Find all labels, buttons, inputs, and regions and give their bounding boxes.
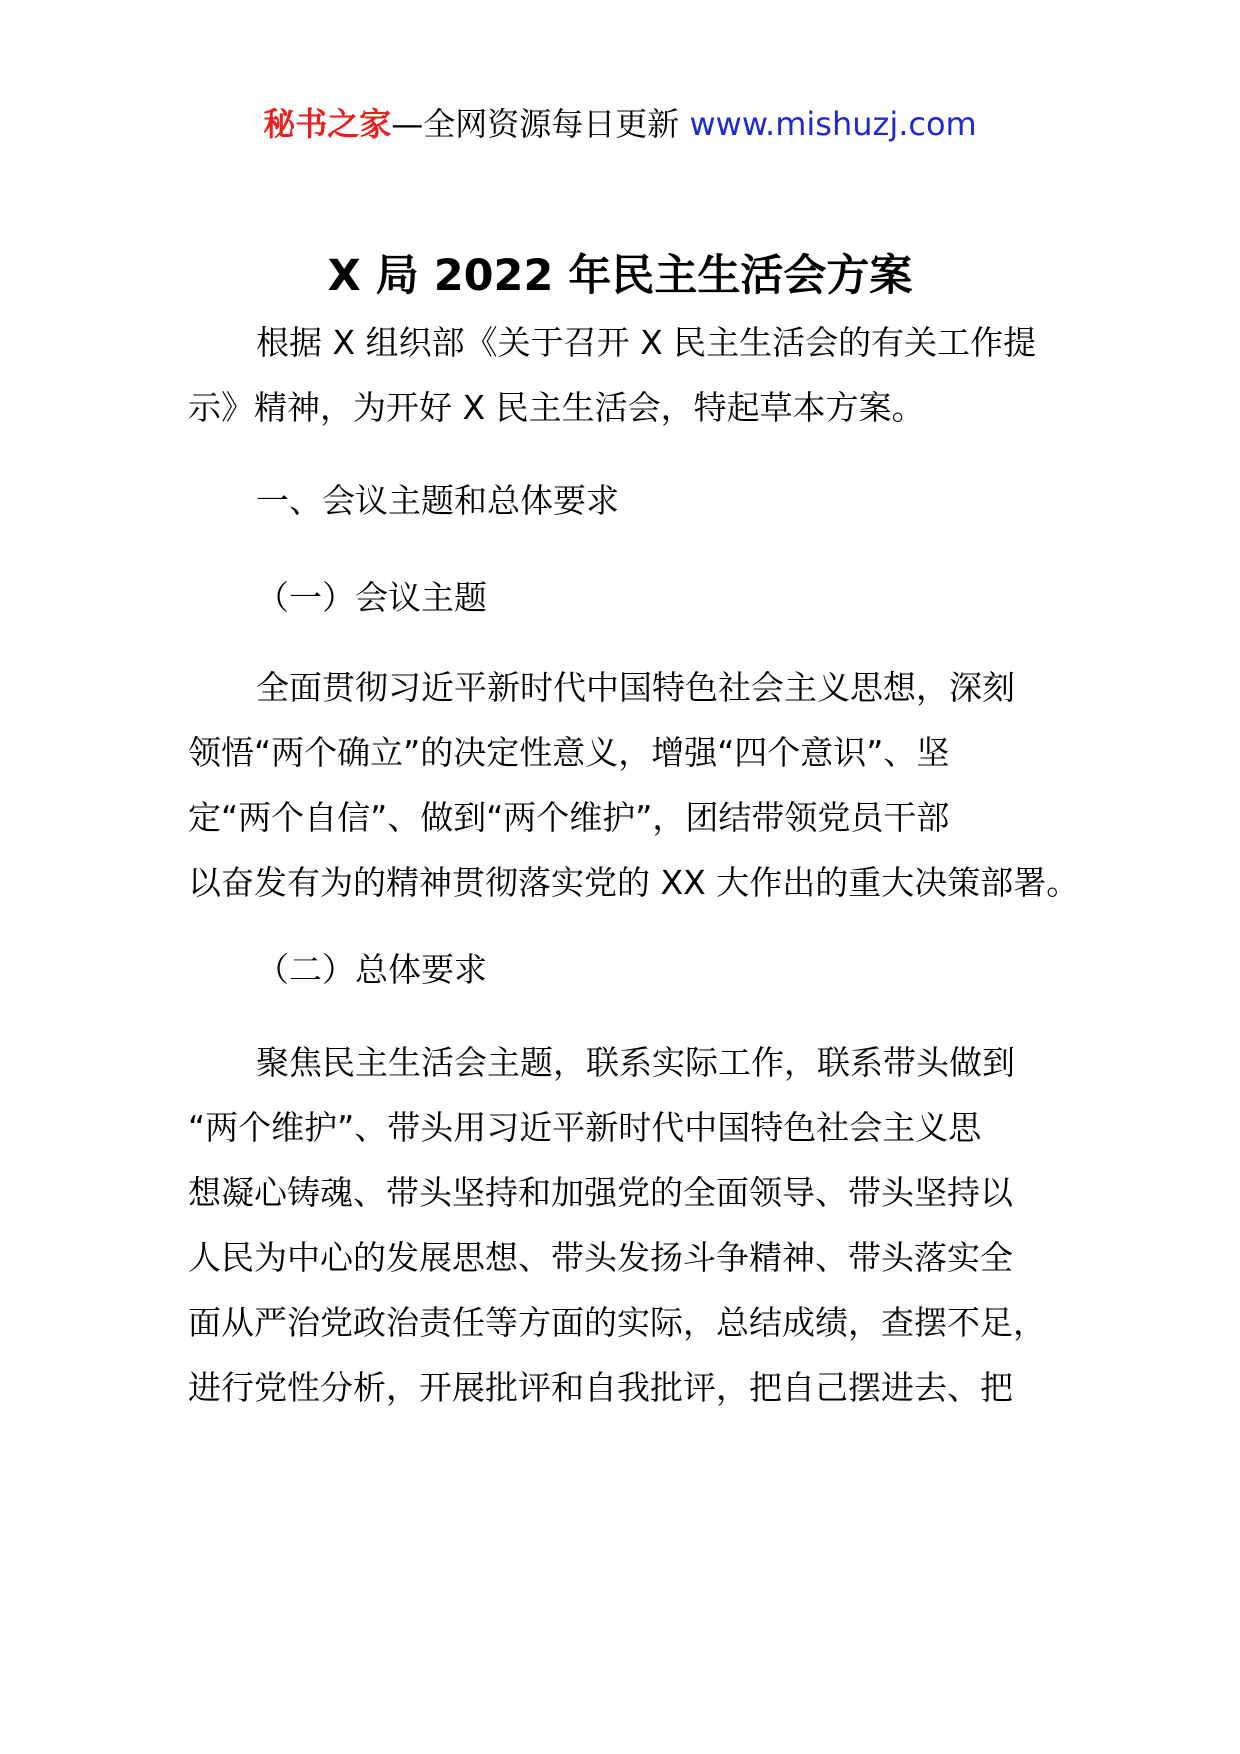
intro-line: 根据 X 组织部《关于召开 X 民主生活会的有关工作提: [256, 323, 1037, 362]
requirements-line: 聚焦民主生活会主题，联系实际工作，联系带头做到: [256, 1043, 1015, 1082]
subsection-1-heading: （一）会议主题: [256, 578, 487, 617]
site-tagline: —全网资源每日更新: [391, 105, 690, 143]
section-heading: [188, 468, 1068, 533]
theme-line: 领悟“两个确立”的决定性意义，增强“四个意识”、坚: [188, 733, 950, 772]
meeting-theme-paragraph: [188, 655, 1080, 915]
theme-line: 定“两个自信”、做到“两个维护”，团结带领党员干部: [188, 798, 950, 837]
subsection-2-heading: （二）总体要求: [256, 950, 487, 989]
requirements-paragraph: [188, 1030, 1068, 1420]
requirements-line: 人民为中心的发展思想、带头发扬斗争精神、带头落实全: [188, 1238, 1013, 1277]
section-1-heading: 一、会议主题和总体要求: [256, 481, 619, 520]
site-banner: [0, 98, 1240, 150]
document-title: X 局 2022 年民主生活会方案: [327, 251, 913, 301]
intro-paragraph: [188, 310, 1068, 440]
theme-line: 以奋发有为的精神贯彻落实党的 XX 大作出的重大决策部署。: [188, 863, 1080, 902]
requirements-line: 进行党性分析，开展批评和自我批评，把自己摆进去、把: [188, 1368, 1013, 1407]
subsection-heading: [188, 937, 1068, 1002]
requirements-line: “两个维护”、带头用习近平新时代中国特色社会主义思: [188, 1108, 982, 1147]
site-brand: 秘书之家: [263, 105, 392, 143]
requirements-line: 想凝心铸魂、带头坚持和加强党的全面领导、带头坚持以: [188, 1173, 1013, 1212]
intro-line: 示》精神，为开好 X 民主生活会，特起草本方案。: [188, 388, 925, 427]
theme-line: 全面贯彻习近平新时代中国特色社会主义思想，深刻: [256, 668, 1015, 707]
requirements-line: 面从严治党政治责任等方面的实际，总结成绩，查摆不足，: [188, 1303, 1046, 1342]
site-url-link[interactable]: www.mishuzj.com: [689, 105, 977, 143]
subsection-heading: [188, 565, 1068, 630]
